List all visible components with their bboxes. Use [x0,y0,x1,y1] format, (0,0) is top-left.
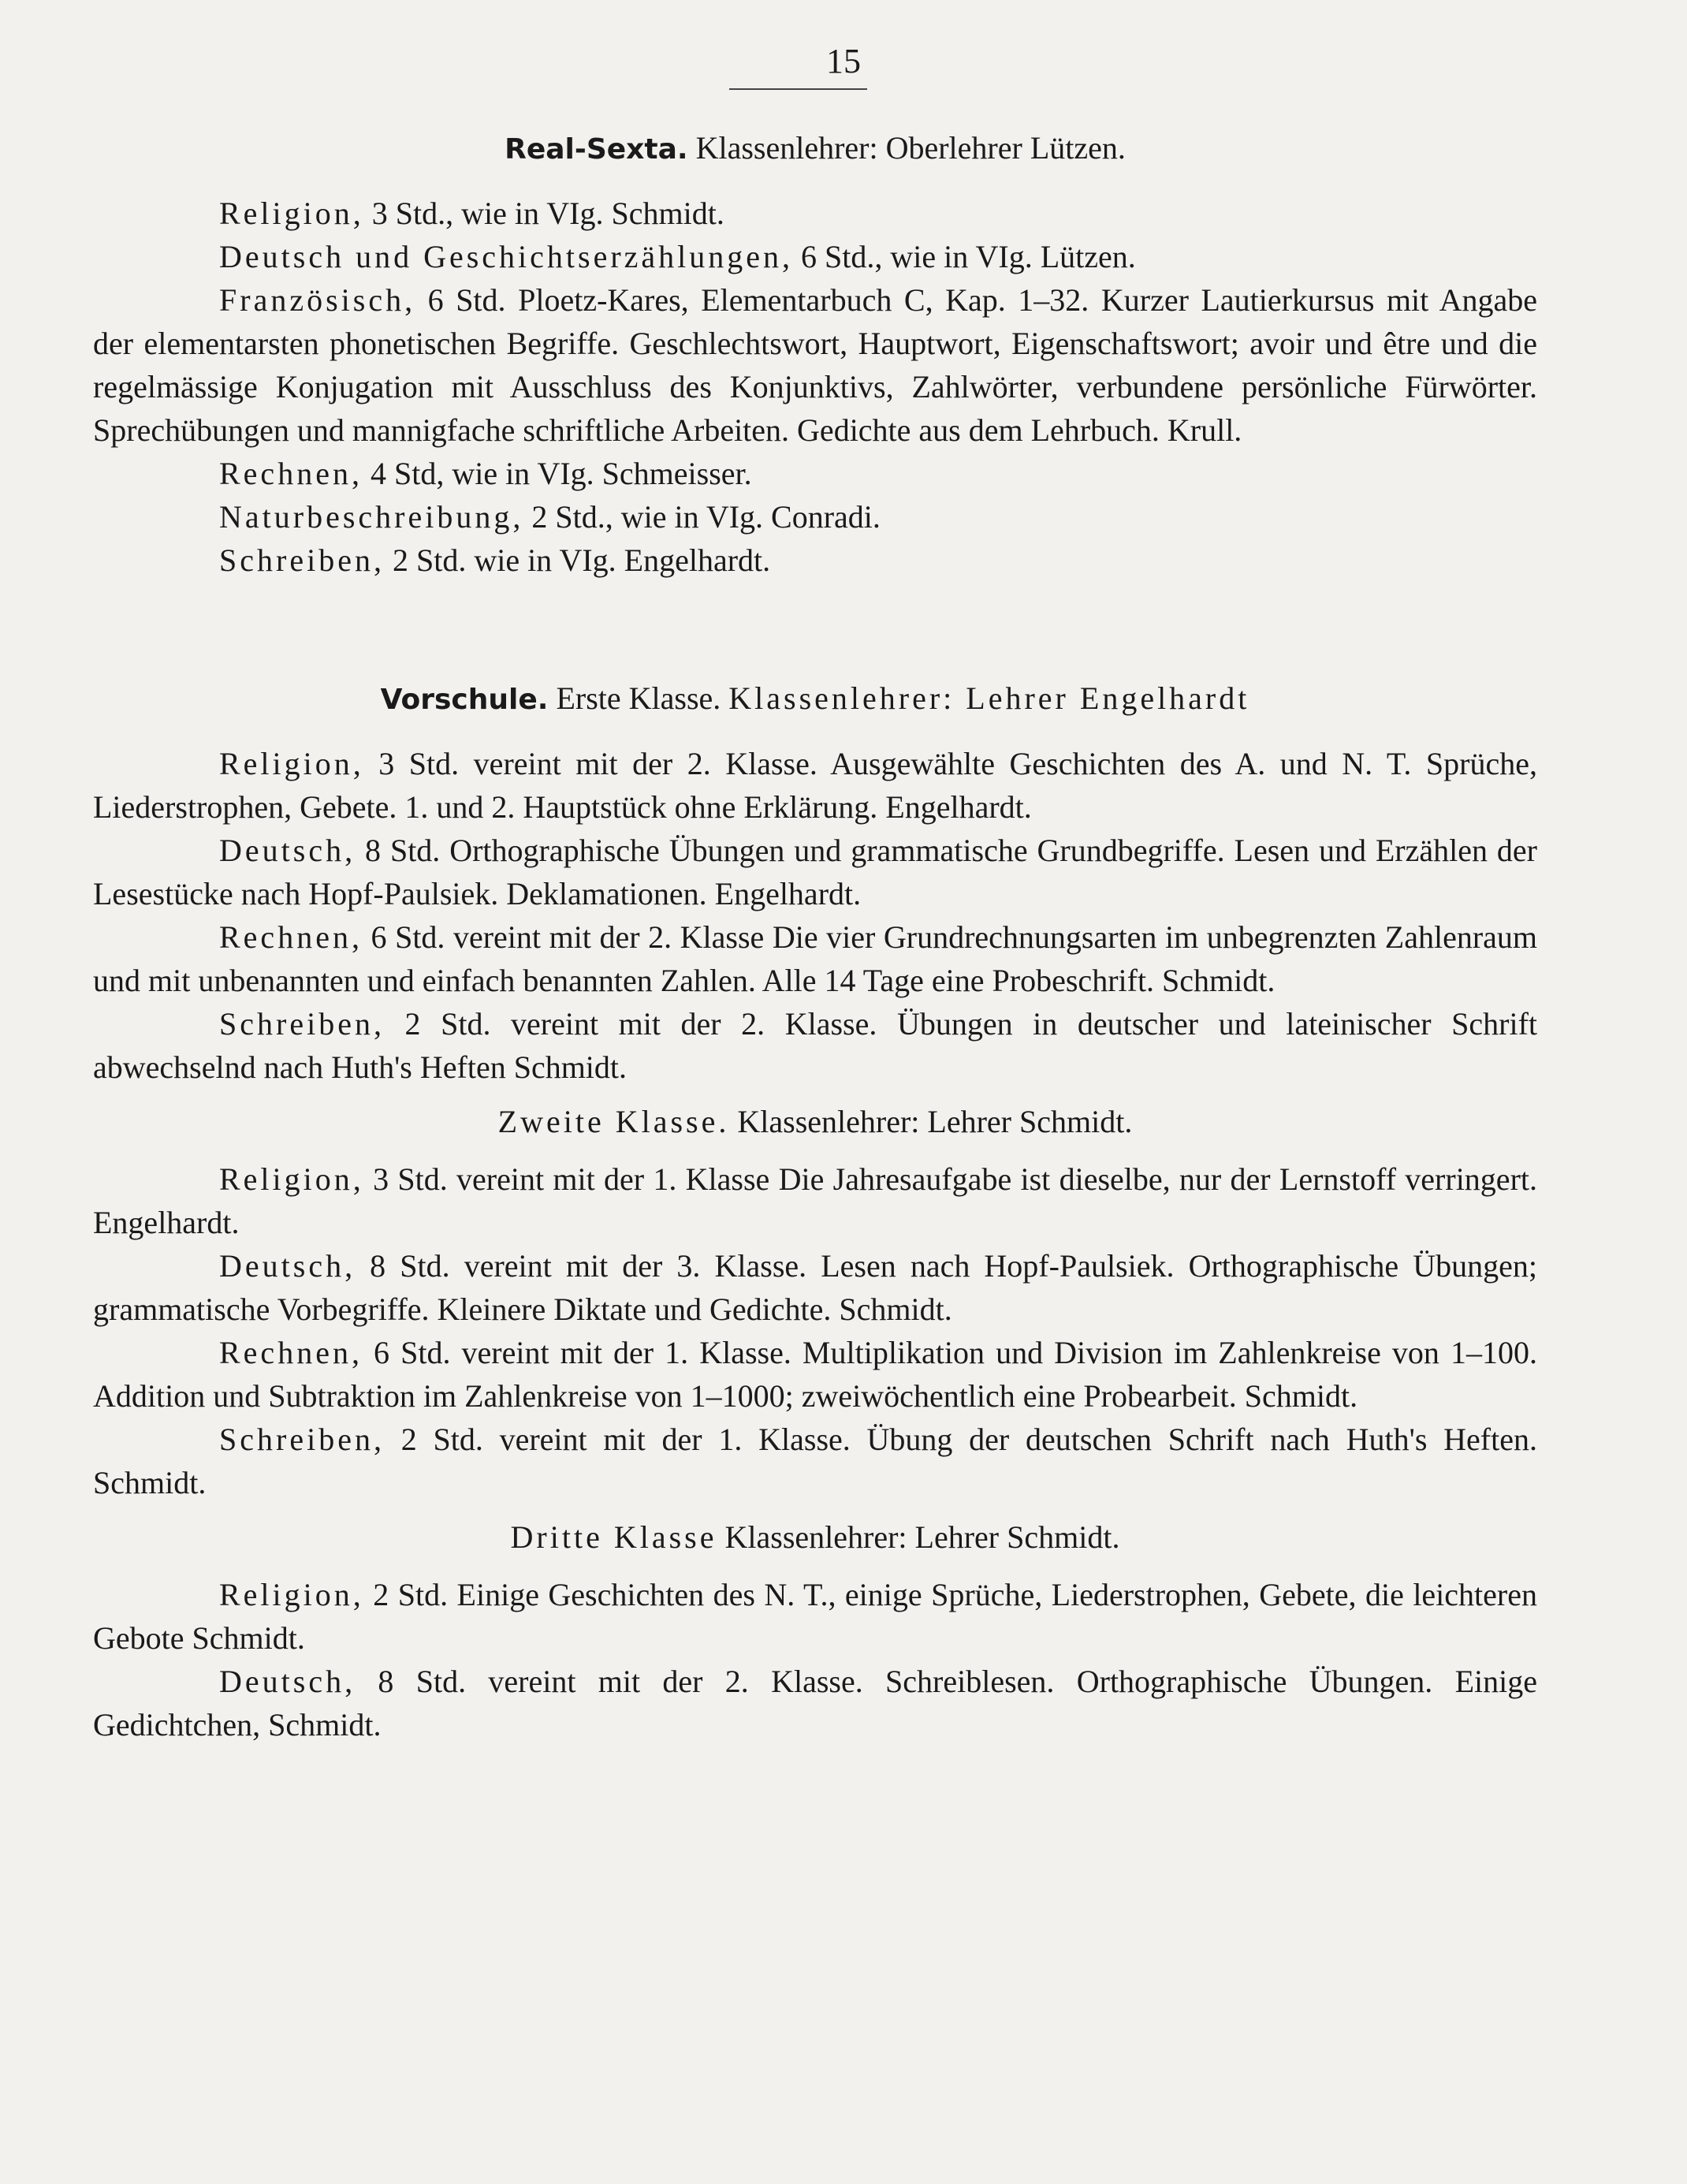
subject-label: Rechnen, [219,1335,363,1370]
subject-text: 3 Std. vereint mit der 2. Klasse. Ausgewählte Geschichten des A. und N. T. Sprüche, Liederstrophen, Gebete. 1. und 2. Hauptstück ohne Erklärung. Engelhardt. [93,746,1537,825]
erste-religion [93,742,1537,829]
page-number-rule [729,88,867,90]
subject-text: 8 Std. vereint mit der 2. Klasse. Schreiblesen. Orthographische Übungen. Einige Gedichtchen, Schmidt. [93,1664,1537,1742]
subject-label: Französisch, [219,282,416,318]
subject-label: Religion, [219,196,364,231]
subject-label: Naturbeschreibung, [219,499,524,535]
erste-klasse-teacher: Klassenlehrer: Lehrer Engelhardt [728,680,1250,716]
erste-deutsch [93,829,1537,915]
subject-label: Religion, [219,746,364,781]
subject-label: Rechnen, [219,919,363,955]
real-sexta-franzoesisch [93,278,1537,452]
real-sexta-deutsch [93,235,1537,278]
subject-text: 2 Std., wie in VIg. Conradi. [531,499,881,535]
real-sexta-naturbeschreibung [93,495,1537,539]
subject-text: 6 Std., wie in VIg. Lützen. [801,239,1136,274]
subject-label: Schreiben, [219,1006,385,1042]
dritte-religion [93,1573,1537,1660]
dritte-klasse-heading [93,1515,1537,1559]
zweite-deutsch [93,1244,1537,1331]
real-sexta-title: Real-Sexta. [505,133,688,166]
page-content [93,126,1537,1746]
zweite-rechnen [93,1331,1537,1418]
subject-label: Deutsch, [219,833,356,868]
subject-text: 6 Std. Ploetz-Kares, Elementarbuch C, Kap. 1–32. Kurzer Lautierkursus mit Angabe der elementarsten phonetischen Begriffe. Geschlechtswort, Hauptwort, Eigenschaftswort; avoir und être und die regelmässige Konjugation mit Ausschluss des Konjunktivs, Zahlwörter, verbundene persönliche Fürwörter. Sprechübungen und mannigfache schriftliche Arbeiten. Gedichte aus dem Lehrbuch. Krull. [93,282,1538,448]
real-sexta-heading [93,126,1537,171]
subject-text: 6 Std. vereint mit der 1. Klasse. Multiplikation und Division im Zahlenkreise von 1–100. Addition und Subtraktion im Zahlenkreise von 1–1000; zweiwöchentlich eine Probearbeit. Schmidt. [93,1335,1537,1414]
zweite-religion [93,1157,1537,1244]
subject-text: 4 Std, wie in VIg. Schmeisser. [370,456,752,491]
page-number: 15 [826,42,861,80]
subject-label: Deutsch, [219,1248,356,1284]
section-spacer [93,582,1537,661]
subject-text: 8 Std. Orthographische Übungen und grammatische Grundbegriffe. Lesen und Erzählen der Lesestücke nach Hopf-Paulsiek. Deklamationen. Engelhardt. [93,833,1538,911]
subject-text: 3 Std., wie in VIg. Schmidt. [371,196,724,231]
subject-text: 2 Std. wie in VIg. Engelhardt. [392,542,771,578]
dritte-klasse-teacher: Klassenlehrer: Lehrer Schmidt. [724,1519,1120,1555]
subject-label: Schreiben, [219,1422,385,1457]
real-sexta-schreiben [93,539,1537,582]
real-sexta-religion [93,192,1537,235]
erste-rechnen [93,915,1537,1002]
subject-text: 8 Std. vereint mit der 3. Klasse. Lesen nach Hopf-Paulsiek. Orthographische Übungen; grammatische Vorbegriffe. Kleinere Diktate und Gedichte. Schmidt. [93,1248,1537,1327]
dritte-deutsch [93,1660,1537,1746]
dritte-klasse-name: Dritte Klasse [510,1519,717,1555]
subject-label: Religion, [219,1577,364,1612]
subject-text: 2 Std. Einige Geschichten des N. T., einige Sprüche, Liederstrophen, Gebete, die leichteren Gebote Schmidt. [93,1577,1537,1656]
subject-label: Deutsch und Geschichtserzählungen, [219,239,794,274]
subject-text: 2 Std. vereint mit der 2. Klasse. Übungen in deutscher und lateinischer Schrift abwechselnd nach Huth's Heften Schmidt. [93,1006,1538,1085]
subject-label: Schreiben, [219,542,385,578]
subject-text: 6 Std. vereint mit der 2. Klasse Die vier Grundrechnungsarten im unbegrenzten Zahlenraum und mit unbenannten und einfach benannten Zahlen. Alle 14 Tage eine Probeschrift. Schmidt. [93,919,1538,998]
subject-label: Religion, [219,1161,364,1197]
vorschule-title: Vorschule. [380,684,549,716]
subject-text: 3 Std. vereint mit der 1. Klasse Die Jahresaufgabe ist dieselbe, nur der Lernstoff verringert. Engelhardt. [93,1161,1537,1240]
real-sexta-teacher: Klassenlehrer: Oberlehrer Lützen. [695,130,1126,166]
subject-label: Deutsch, [219,1664,356,1699]
subject-label: Rechnen, [219,456,363,491]
vorschule-heading [93,676,1537,721]
subject-text: 2 Std. vereint mit der 1. Klasse. Übung der deutschen Schrift nach Huth's Heften. Schmidt. [93,1422,1537,1500]
zweite-klasse-heading [93,1100,1537,1143]
zweite-klasse-teacher: Klassenlehrer: Lehrer Schmidt. [737,1104,1133,1139]
zweite-schreiben [93,1418,1537,1504]
real-sexta-rechnen [93,452,1537,495]
zweite-klasse-name: Zweite Klasse. [497,1104,730,1139]
erste-schreiben [93,1002,1537,1089]
erste-klasse-name: Erste Klasse. [556,680,721,716]
